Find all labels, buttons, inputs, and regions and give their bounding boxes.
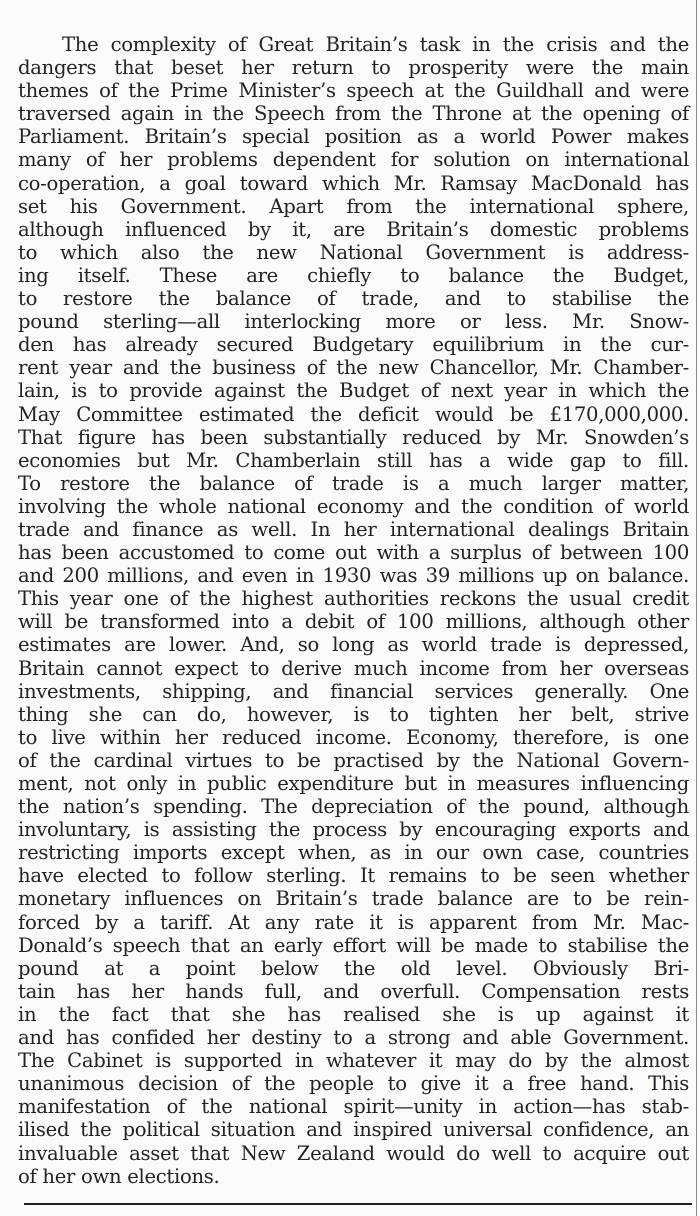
text-line: to live within her reduced income. Economy, therefore, is one [18, 725, 689, 749]
text-line: This year one of the highest authorities reckons the usual credit [18, 587, 689, 611]
text-line: involuntary, is assisting the process by encouraging exports and [18, 818, 689, 842]
text-line: economies but Mr. Chamberlain still has a wide gap to fill. [18, 448, 689, 472]
text-line: Britain cannot expect to derive much income from her overseas [18, 656, 689, 680]
text-line: May Committee estimated the deficit would be £170,000,000. [18, 402, 689, 426]
text-line: pound at a point below the old level. Obviously Bri- [18, 956, 689, 980]
text-line: To restore the balance of trade is a much larger matter, [18, 471, 689, 495]
text-line: That figure has been substantially reduced by Mr. Snowden’s [18, 425, 689, 449]
text-line: The complexity of Great Britain’s task in the crisis and the [62, 33, 689, 56]
text-line: traversed again in the Speech from the Throne at the opening of [18, 102, 689, 126]
text-line: involving the whole national economy and the condition of world [18, 494, 689, 518]
text-line: ilised the political situation and inspired universal confidence, an [18, 1118, 689, 1142]
column-rule [696, 0, 697, 1216]
text-line: Parliament. Britain’s special position as a world Power makes [18, 125, 689, 149]
text-line: to which also the new National Government is address- [18, 240, 689, 264]
text-line: ing itself. These are chiefly to balance the Budget, [18, 263, 689, 287]
text-line: pound sterling—all interlocking more or less. Mr. Snow- [18, 310, 689, 334]
text-line: thing she can do, however, is to tighten her belt, strive [18, 702, 689, 726]
text-line: of her own elections. [18, 1164, 220, 1188]
text-line: themes of the Prime Minister’s speech at the Guildhall and were [18, 79, 689, 103]
text-line: den has already secured Budgetary equilibrium in the cur- [18, 333, 689, 357]
editorial-paragraph [18, 33, 689, 1188]
text-line: tain has her hands full, and overfull. Compensation rests [18, 979, 689, 1003]
text-line: lain, is to provide against the Budget of next year in which the [18, 379, 689, 403]
text-line: to restore the balance of trade, and to stabilise the [18, 287, 689, 311]
text-line: trade and finance as well. In her international dealings Britain [18, 517, 689, 541]
text-line: ment, not only in public expenditure but in measures influencing [18, 772, 689, 795]
text-line: monetary influences on Britain’s trade balance are to be rein- [18, 887, 689, 911]
text-line: of the cardinal virtues to be practised by the National Govern- [18, 748, 689, 772]
text-line: and 200 millions, and even in 1930 was 39 millions up on balance. [18, 564, 689, 588]
text-line: manifestation of the national spirit—unity in action—has stab- [18, 1095, 689, 1119]
text-line: and has confided her destiny to a strong and able Government. [18, 1026, 689, 1050]
text-line: unanimous decision of the people to give it a free hand. This [18, 1072, 689, 1096]
text-line: invaluable asset that New Zealand would do well to acquire out [18, 1141, 689, 1165]
text-line: set his Government. Apart from the international sphere, [18, 194, 689, 218]
text-line: many of her problems dependent for solution on international [18, 148, 689, 172]
text-line: although influenced by it, are Britain’s domestic problems [18, 217, 689, 241]
text-line: the nation’s spending. The depreciation of the pound, although [18, 795, 689, 819]
text-line: The Cabinet is supported in whatever it may do by the almost [18, 1049, 689, 1073]
bottom-rule [24, 1203, 692, 1205]
text-line: Donald’s speech that an early effort will be made to stabilise the [18, 933, 689, 957]
text-line: investments, shipping, and financial services generally. One [18, 679, 689, 703]
text-line: forced by a tariff. At any rate it is apparent from Mr. Mac- [18, 910, 689, 934]
text-line: have elected to follow sterling. It remains to be seen whether [18, 864, 689, 888]
text-line: in the fact that she has realised she is up against it [18, 1002, 689, 1026]
text-line: restricting imports except when, as in our own case, countries [18, 841, 689, 865]
text-line: estimates are lower. And, so long as world trade is depressed, [18, 633, 689, 657]
text-line: rent year and the business of the new Chancellor, Mr. Chamber- [18, 356, 689, 380]
text-line: has been accustomed to come out with a surplus of between 100 [18, 541, 689, 565]
text-line: co-operation, a goal toward which Mr. Ramsay MacDonald has [18, 171, 689, 195]
text-line: will be transformed into a debit of 100 millions, although other [18, 610, 689, 634]
text-line: dangers that beset her return to prosperity were the main [18, 56, 689, 80]
